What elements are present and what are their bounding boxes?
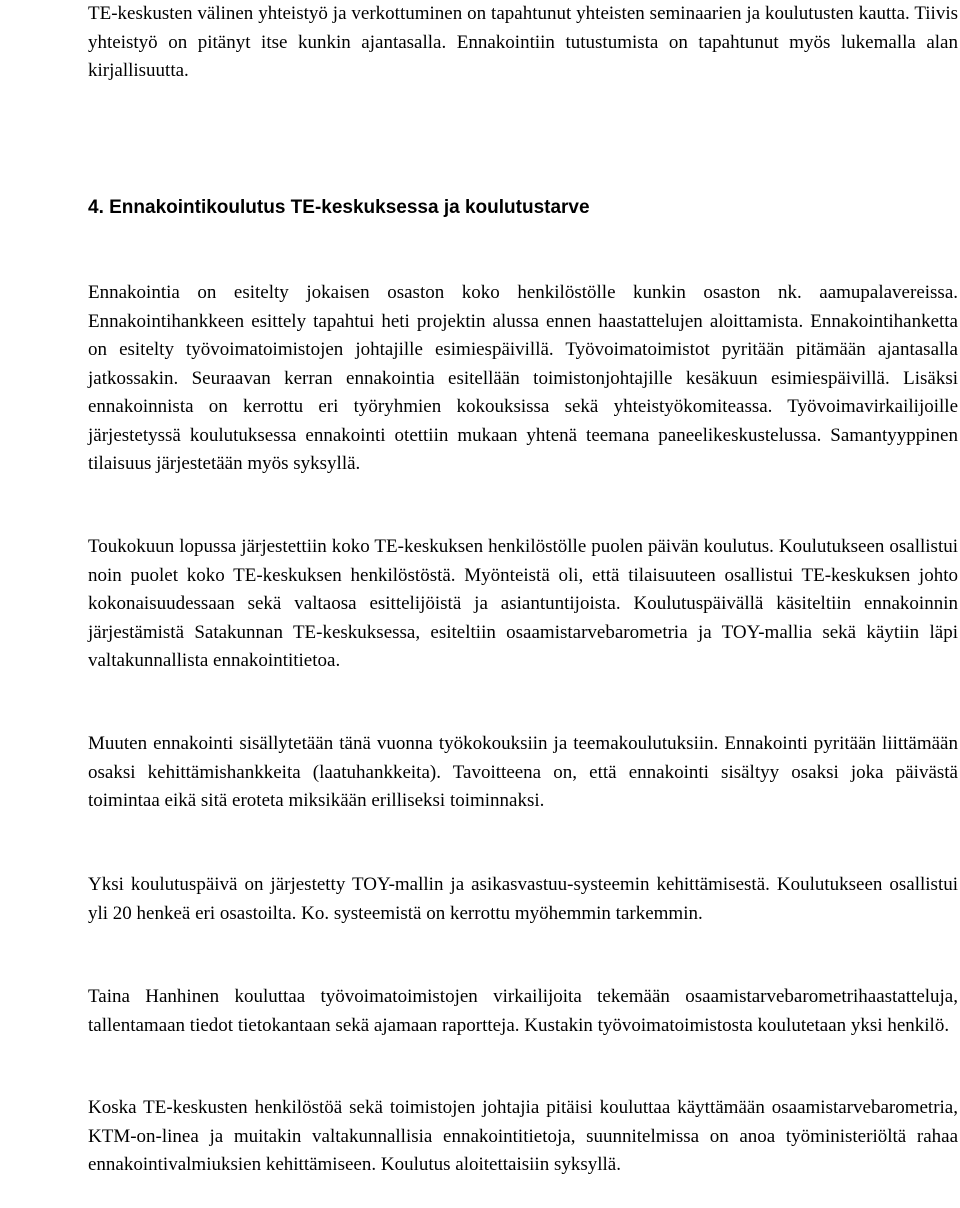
body-paragraph: Koska TE-keskusten henkilöstöä sekä toimistojen johtajia pitäisi kouluttaa käyttämään osaamistarvebarometria, KTM-on-linea ja muitakin valtakunnallisia ennakointitietoja, suunnitelmissa on anoa työministeriöltä rahaa ennakointivalmiuksien kehittämiseen. Koulutus aloitettaisiin syksyllä. [88, 1097, 958, 1175]
body-paragraph: Toukokuun lopussa järjestettiin koko TE-keskuksen henkilöstölle puolen päivän koulutus. Koulutukseen osallistui noin puolet koko TE-keskuksen henkilöstöstä. Myönteistä oli, että tilaisuuteen osallistui TE-keskuksen johto kokonaisuudessaan sekä valtaosa esittelijöistä ja asiantuntijoista. Koulutuspäivällä käsiteltiin ennakoinnin järjestämistä Satakunnan TE-keskuksessa, esiteltiin osaamistarvebarometria ja TOY-mallia sekä käytiin läpi valtakunnallista ennakointitietoa. [88, 536, 958, 671]
body-paragraph: Yksi koulutuspäivä on järjestetty TOY-mallin ja asikasvastuu-systeemin kehittämisestä. Koulutukseen osallistui yli 20 henkeä eri osastoilta. Ko. systeemistä on kerrottu myöhemmin tarkemmin. [88, 874, 958, 924]
body-paragraph: Muuten ennakointi sisällytetään tänä vuonna työkokouksiin ja teemakoulutuksiin. Ennakointi pyritään liittämään osaksi kehittämishankkeita (laatuhankkeita). Tavoitteena on, että ennakointi sisältyy osaksi joka päivästä toimintaa eikä sitä eroteta miksikään erilliseksi toiminnaksi. [88, 733, 958, 811]
body-paragraph: Ennakointia on esitelty jokaisen osaston koko henkilöstölle kunkin osaston nk. aamupalavereissa. Ennakointihankkeen esittely tapahtui heti projektin alussa ennen haastattelujen aloittamista. Ennakointihanketta on esitelty työvoimatoimistojen johtajille esimiespäivillä. Työvoimatoimistot pyritään pitämään ajantasalla jatkossakin. Seuraavan kerran ennakointia esitellään toimistonjohtajille kesäkuun esimiespäivillä. Lisäksi ennakoinnista on kerrottu eri työryhmien kokouksissa sekä yhteistyökomiteassa. Työvoimavirkailijoille järjestetyssä koulutuksessa ennakointi otettiin mukaan yhtenä teemana paneelikeskustelussa. Samantyyppinen tilaisuus järjestetään myös syksyllä. [88, 282, 958, 474]
body-paragraph: Taina Hanhinen kouluttaa työvoimatoimistojen virkailijoita tekemään osaamistarvebarometrihaastatteluja, tallentamaan tiedot tietokantaan sekä ajamaan raportteja. Kustakin työvoimatoimistosta koulutetaan yksi henkilö. [88, 986, 958, 1036]
section-heading: 4. Ennakointikoulutus TE-keskuksessa ja koulutustarve [88, 197, 590, 218]
body-paragraph: TE-keskusten välinen yhteistyö ja verkottuminen on tapahtunut yhteisten seminaarien ja koulutusten kautta. Tiivis yhteistyö on pitänyt itse kunkin ajantasalla. Ennakointiin tutustumista on tapahtunut myös lukemalla alan kirjallisuutta. [88, 3, 958, 81]
